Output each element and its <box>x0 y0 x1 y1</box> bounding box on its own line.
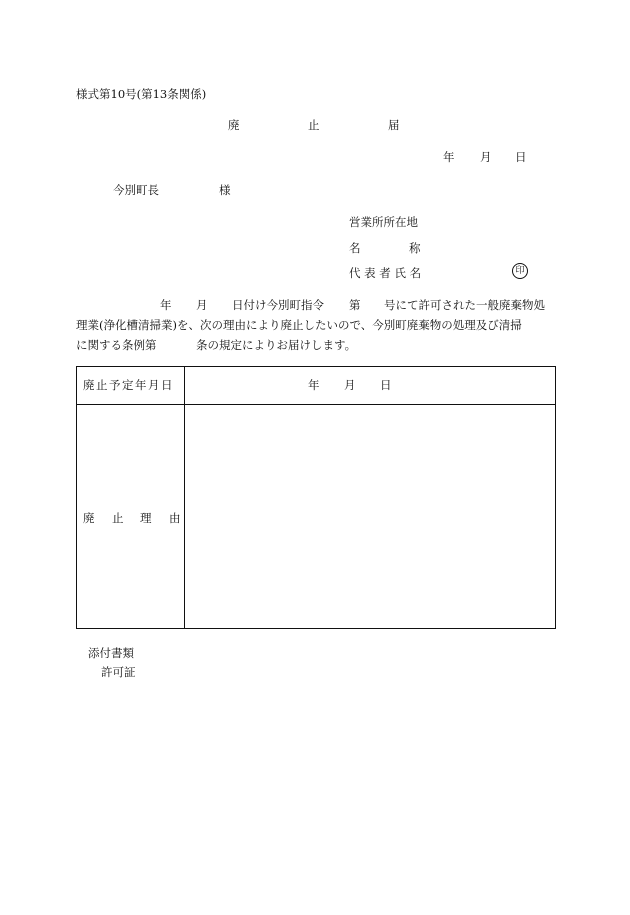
form-table <box>76 366 556 629</box>
body-line3-start: に関する条例第 <box>76 338 157 352</box>
attachments-label: 添付書類 <box>88 646 134 660</box>
title-char-1: 廃 <box>228 118 240 132</box>
date-day: 日 <box>515 150 527 164</box>
reason-label-char-2: 止 <box>112 511 124 525</box>
seal-mark: 印 <box>512 263 528 279</box>
addressee-honorific: 様 <box>219 183 231 197</box>
body-line1-number: 第 <box>349 298 361 312</box>
reason-label-char-1: 廃 <box>83 511 95 525</box>
addressee-name: 今別町長 <box>113 183 159 197</box>
body-line1-directive: 日付け今別町指令 <box>232 298 324 312</box>
title-char-2: 止 <box>308 118 320 132</box>
planned-date-year: 年 <box>308 378 320 392</box>
body-line3-rest: 条の規定によりお届けします。 <box>196 338 357 352</box>
applicant-name-char-1: 名 <box>349 241 361 255</box>
attachments-item: 許可証 <box>101 665 136 679</box>
table-row-divider <box>77 404 555 405</box>
planned-date-month: 月 <box>344 378 356 392</box>
planned-date-day: 日 <box>380 378 392 392</box>
date-month: 月 <box>480 150 492 164</box>
body-line1-month: 月 <box>196 298 208 312</box>
table-column-divider <box>184 367 185 628</box>
reason-label-char-3: 理 <box>140 511 152 525</box>
applicant-representative-label: 代 表 者 氏 名 <box>349 266 422 280</box>
applicant-address-label: 営業所所在地 <box>349 215 418 229</box>
body-line2: 理業(浄化槽清掃業)を、次の理由により廃止したいので、今別町廃棄物の処理及び清掃 <box>76 318 522 332</box>
body-line1-rest: 号にて許可された一般廃棄物処 <box>384 298 545 312</box>
applicant-name-char-2: 称 <box>409 241 421 255</box>
body-line1-year: 年 <box>160 298 172 312</box>
form-number: 様式第10号(第13条関係) <box>76 87 207 101</box>
planned-date-label: 廃止予定年月日 <box>83 378 174 392</box>
title-char-3: 届 <box>388 118 400 132</box>
reason-label-char-4: 由 <box>169 511 181 525</box>
date-year: 年 <box>443 150 455 164</box>
